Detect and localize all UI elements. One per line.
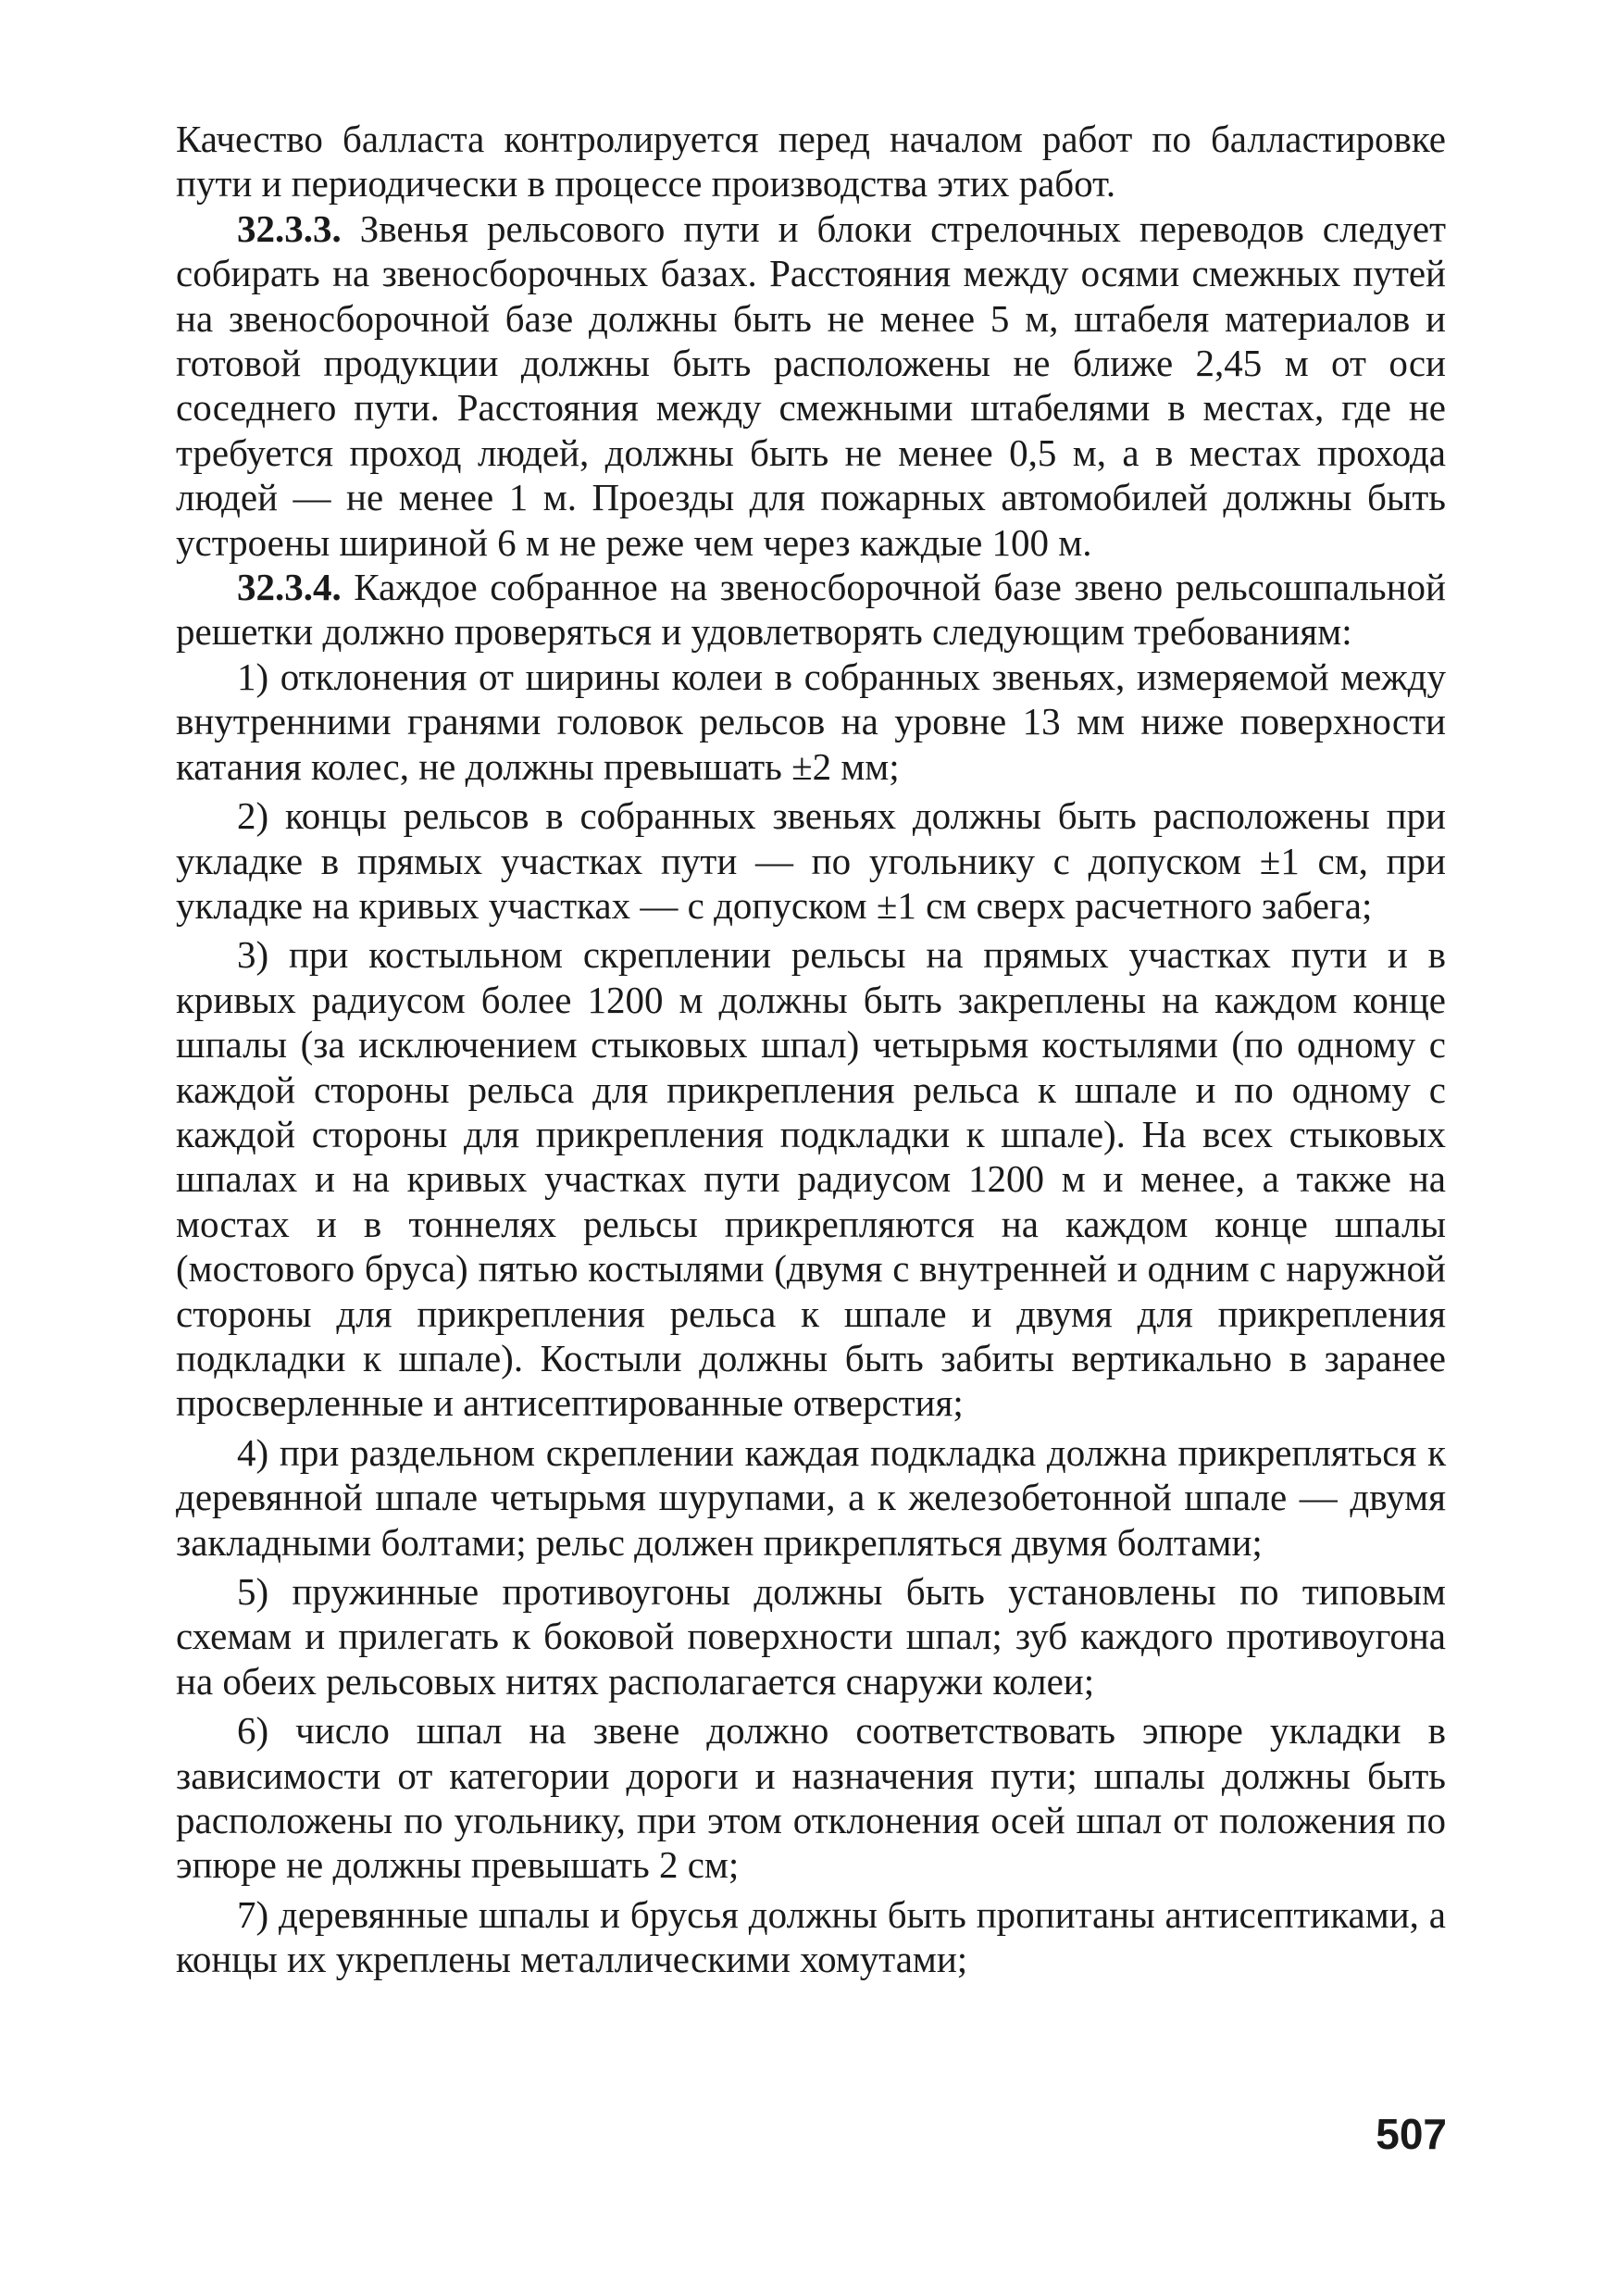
section-text: Каждое собранное на звеносборочной базе звено рельсошпальной решетки должно проверяться и удовлетворять следующим требованиям: xyxy=(176,566,1446,654)
section-number: 32.3.4. xyxy=(237,566,342,609)
list-item: 6) число шпал на звене должно соответствовать эпюре укладки в зависимости от категории дороги и назначения пути; шпалы должны быть расположены по угольнику, при этом отклонения осей шпал от положения по эпюре не должны превышать 2 см; xyxy=(176,1709,1446,1887)
section-32-3-3 xyxy=(176,206,1446,565)
page-body xyxy=(176,117,1446,1982)
intro-paragraph: Качество балласта контролируется перед началом работ по балластировке пути и периодически в процессе производства этих работ. xyxy=(176,118,1446,206)
list-item: 3) при костыльном скреплении рельсы на прямых участках пути и в кривых радиусом более 1200 м должны быть закреплены на каждом конце шпалы (за исключением стыковых шпал) четырьмя костылями (по одному с каждой стороны рельса для прикрепления рельса к шпале и по одному с каждой стороны для прикрепления подкладки к шпале). На всех стыковых шпалах и на кривых участках пути радиусом 1200 м и менее, а также на мостах и в тоннелях рельсы прикрепляются на каждом конце шпалы (мостового бруса) пятью костылями (двумя с внутренней и одним с наружной стороны для прикрепления рельса к шпале и двумя для прикрепления подкладки к шпале). Костыли должны быть забиты вертикально в заранее просверленные и антисептированные отверстия; xyxy=(176,933,1446,1425)
list-item: 7) деревянные шпалы и брусья должны быть пропитаны антисептиками, а концы их укреплены металлическими хомутами; xyxy=(176,1892,1446,1981)
list-item: 4) при раздельном скреплении каждая подкладка должна прикрепляться к деревянной шпале четырьмя шурупами, а к железобетонной шпале — двумя закладными болтами; рельс должен прикрепляться двумя болтами; xyxy=(176,1430,1446,1564)
list-item: 2) концы рельсов в собранных звеньях должны быть расположены при укладке в прямых участках пути — по угольнику с допуском ±1 см, при укладке на кривых участках — с допуском ±1 см сверх расчетного забега; xyxy=(176,794,1446,927)
page-number: 507 xyxy=(1376,2110,1447,2158)
section-32-3-4 xyxy=(176,565,1446,655)
section-number: 32.3.3. xyxy=(237,206,342,250)
list-item: 1) отклонения от ширины колеи в собранных звеньях, измеряемой между внутренними гранями головок рельсов на уровне 13 мм ниже поверхности катания колес, не должны превышать ±2 мм; xyxy=(176,655,1446,788)
section-text: Звенья рельсового пути и блоки стрелочных переводов следует собирать на звеносборочных базах. Расстояния между осями смежных путей на звеносборочной базе должны быть не менее 5 м, штабеля материалов и готовой продукции должны быть расположены не ближе 2,45 м от оси соседнего пути. Расстояния между смежными штабелями в местах, где не требуется проход людей, должны быть не менее 0,5 м, а в местах прохода людей — не менее 1 м. Проезды для пожарных автомобилей должны быть устроены шириной 6 м не реже чем через каждые 100 м. xyxy=(176,206,1447,564)
list-item: 5) пружинные противоугоны должны быть установлены по типовым схемам и прилегать к боковой поверхности шпал; зуб каждого противоугона на обеих рельсовых нитях располагается снаружи колеи; xyxy=(176,1570,1446,1703)
